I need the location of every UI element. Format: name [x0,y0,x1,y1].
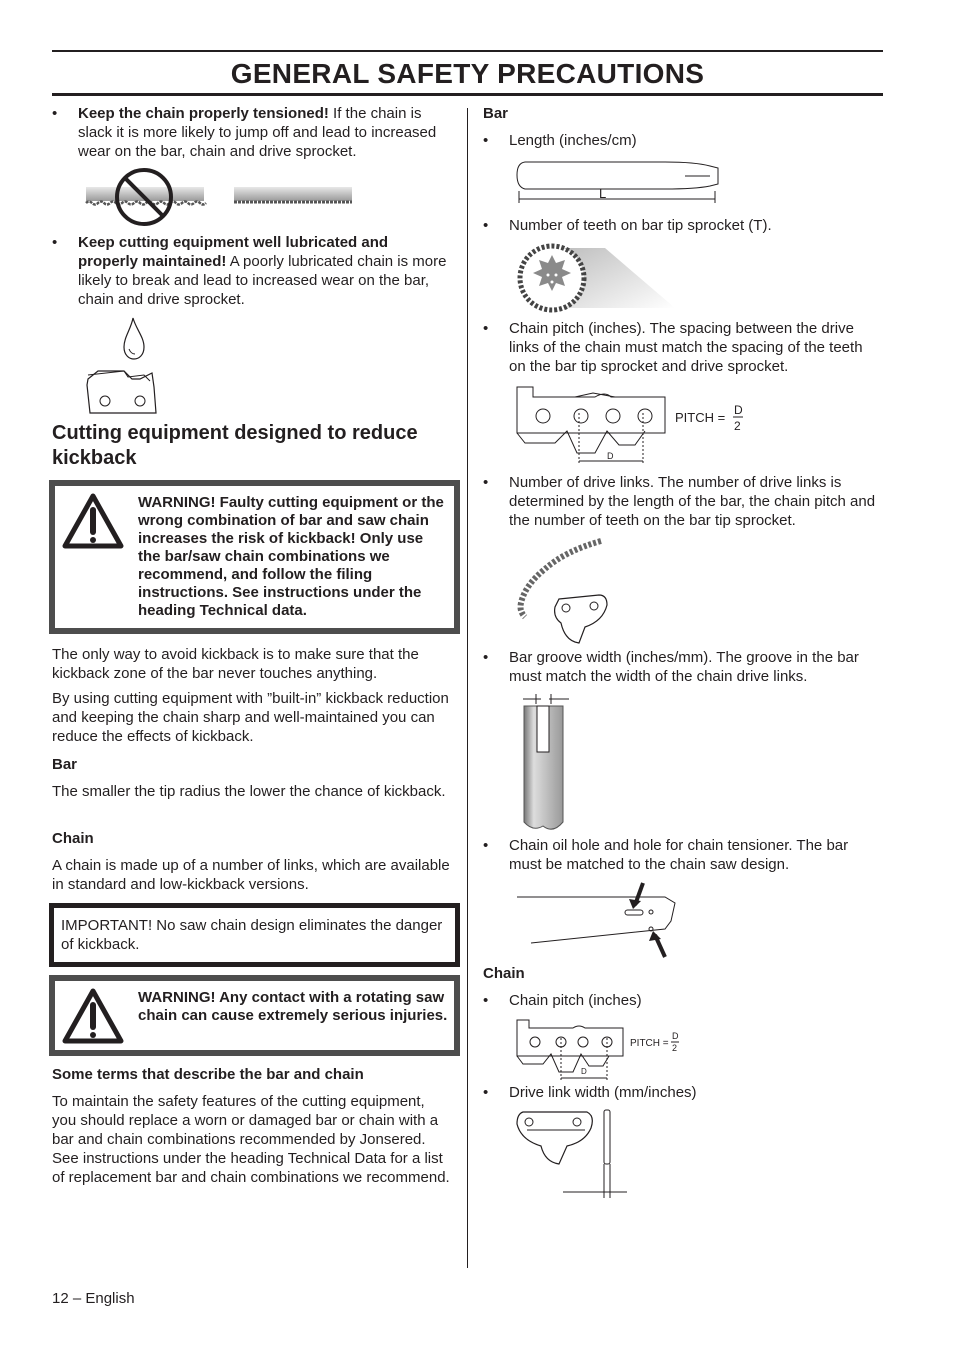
oil-hole-diagram [515,881,680,961]
bullet-dot: • [483,992,489,1009]
warning-box-rotating-chain [49,975,460,1056]
bullet-text: Length (inches/cm) [509,132,637,149]
bullet-text: Number of teeth on bar tip sprocket (T). [509,217,772,234]
pitch-denominator-small: 2 [672,1043,678,1053]
pitch-denominator: 2 [734,419,741,433]
oil-drop-chain-link-icon [84,315,162,417]
page-number: 12 – English [52,1290,135,1307]
bullet-dot: • [483,132,489,149]
bullet-dot: • [483,649,489,666]
chain-tension-illustration [84,167,356,229]
heading-bar-right: Bar [483,105,509,122]
pitch-numerator: D [734,403,743,417]
paragraph-terms: To maintain the safety features of the cutting equipment, you should replace a worn or damaged bar or chain with a bar and chain combinations recommended by Jonsered. See instructions under the heading Technical Data for a list of replacement bar and chain combinations we recommend. [52,1093,450,1186]
bullet-dot: • [52,234,58,251]
warning-text: WARNING! Any contact with a rotating saw chain can cause extremely serious injuries. [138,989,448,1024]
bullet-text: Chain oil hole and hole for chain tensioner. The bar must be matched to the chain saw design. [509,837,849,873]
warning-triangle-icon [61,492,125,550]
drive-links-diagram [515,537,615,645]
warning-text: WARNING! Faulty cutting equipment or the wrong combination of bar and saw chain increases the risk of kickback! Only use the bar/saw chain combinations we recommend, and follow the filing instructions. See instructions under the heading Technical data. [138,494,444,619]
bullet-text: Drive link width (mm/inches) [509,1084,697,1101]
bullet-text: Chain pitch (inches). The spacing between the drive links of the chain must match the spacing of the teeth on the bar tip sprocket and drive sprocket. [509,320,863,375]
pitch-formula-label-small: PITCH = [630,1038,669,1049]
warning-triangle-icon [61,987,125,1045]
bullet-text: Bar groove width (inches/mm). The groove in the bar must match the width of the chain drive links. [509,649,859,685]
bullet-text: If the chain is slack it is more likely to jump off and lead to increased wear on the bar, chain and drive sprocket. [78,105,437,160]
bullet-text: Chain pitch (inches) [509,992,642,1009]
bar-length-diagram [515,157,725,207]
bar-groove-diagram [515,692,575,834]
header-rule-top [52,50,883,52]
bar-length-label: L [599,186,607,201]
bullet-dot: • [483,474,489,491]
header-rule-bottom [52,93,883,96]
heading-chain-left: Chain [52,830,94,847]
bullet-text: Number of drive links. The number of drive links is determined by the length of the bar, the chain pitch and the number of teeth on the bar tip sprocket. [509,474,876,529]
chain-pitch-small-diagram [515,1016,685,1084]
page-title: GENERAL SAFETY PRECAUTIONS [230,58,705,89]
pitch-d-label: D [607,451,614,461]
bullet-dot: • [483,217,489,234]
heading-terms: Some terms that describe the bar and chain [52,1066,364,1083]
heading-chain-right: Chain [483,965,525,982]
bullet-text: A poorly lubricated chain is more likely to break and lead to increased wear on the bar, chain and drive sprocket. [78,253,447,308]
pitch-d-label-small: D [581,1067,587,1076]
pitch-formula-label: PITCH = [675,410,726,425]
important-text: IMPORTANT! No saw chain design eliminates the danger of kickback. [61,917,443,953]
paragraph-kickback-reduction: By using cutting equipment with ”built-in” kickback reduction and keeping the chain sharp and well-maintained you can reduce the effects of kickback. [52,690,449,745]
bullet-dot: • [52,105,58,122]
column-divider [467,108,468,1268]
bullet-dot: • [483,320,489,337]
chain-pitch-diagram [515,383,755,469]
paragraph-chain: A chain is made up of a number of links, which are available in standard and low-kickback versions. [52,857,450,893]
drive-link-width-diagram [515,1108,635,1200]
important-box [49,903,460,967]
pitch-numerator-small: D [672,1031,679,1041]
paragraph-kickback-zone: The only way to avoid kickback is to make sure that the kickback zone of the bar never touches anything. [52,646,419,682]
bar-tip-sprocket-diagram [515,243,675,313]
section-heading-kickback: Cutting equipment designed to reduce kickback [52,422,418,469]
paragraph-bar: The smaller the tip radius the lower the chance of kickback. [52,783,446,800]
bullet-dot: • [483,1084,489,1101]
bullet-bold: Keep the chain properly tensioned! [78,105,329,122]
bullet-bold: Keep cutting equipment well lubricated and properly maintained! [78,234,389,270]
bullet-dot: • [483,837,489,854]
heading-bar-left: Bar [52,756,78,773]
warning-box-faulty-equipment [49,480,460,634]
